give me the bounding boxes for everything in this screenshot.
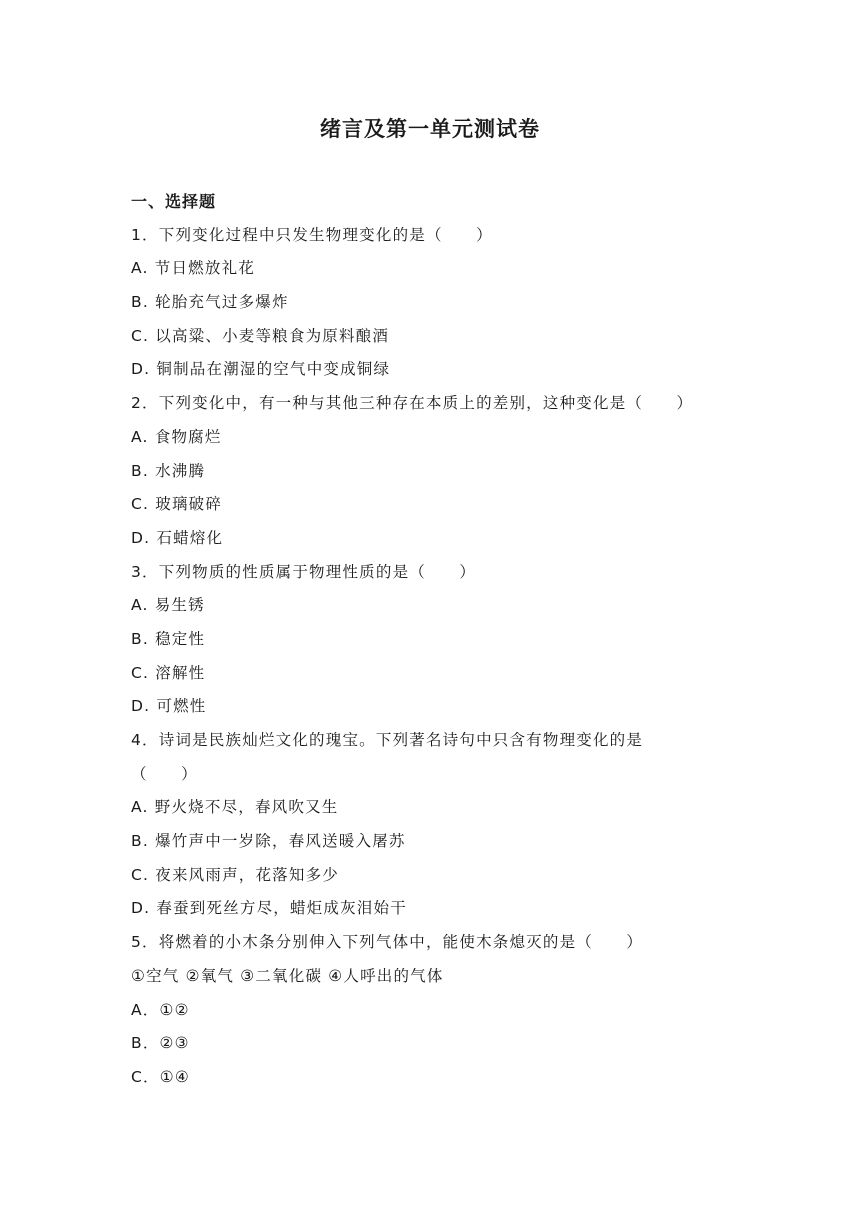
- question-4-option-c: C. 夜来风雨声，花落知多少: [131, 865, 339, 884]
- question-5-stem: 5．将燃着的小木条分别伸入下列气体中，能使木条熄灭的是（ ）: [131, 933, 644, 952]
- question-4-stem: 4．诗词是民族灿烂文化的瑰宝。下列著名诗句中只含有物理变化的是: [131, 731, 644, 749]
- question-1-stem: 1．下列变化过程中只发生物理变化的是（ ）: [131, 225, 493, 244]
- question-5-choices: ①空气 ②氧气 ③二氧化碳 ④人呼出的气体: [131, 966, 444, 985]
- question-3-option-b: B. 稳定性: [131, 629, 206, 648]
- question-1-option-c: C. 以高粱、小麦等粮食为原料酿酒: [131, 326, 390, 345]
- question-5-option-c: C．①④: [131, 1067, 190, 1086]
- question-5-option-a: A．①②: [131, 1000, 190, 1019]
- question-3-option-a: A. 易生锈: [131, 596, 205, 615]
- question-4-option-b: B. 爆竹声中一岁除，春风送暖入屠苏: [131, 832, 406, 851]
- page-title: 绪言及第一单元测试卷: [320, 117, 540, 141]
- question-2-option-d: D. 石蜡熔化: [131, 528, 224, 547]
- question-2-option-b: B. 水沸腾: [131, 461, 206, 480]
- question-3-option-d: D. 可燃性: [131, 697, 207, 716]
- question-4-option-a: A. 野火烧不尽，春风吹又生: [131, 798, 339, 817]
- question-list: [131, 185, 741, 1095]
- question-4-stem-continued: （ ）: [131, 764, 198, 783]
- question-1-option-d: D. 铜制品在潮湿的空气中变成铜绿: [131, 360, 391, 379]
- question-3-stem: 3．下列物质的性质属于物理性质的是（ ）: [131, 562, 477, 581]
- question-3-option-c: C. 溶解性: [131, 663, 206, 682]
- question-2-option-c: C. 玻璃破碎: [131, 495, 223, 514]
- question-4-option-d: D. 春蚕到死丝方尽，蜡炬成灰泪始干: [131, 899, 407, 918]
- question-1-option-b: B. 轮胎充气过多爆炸: [131, 293, 289, 312]
- section-heading: 一、选择题: [131, 192, 217, 211]
- question-5-option-b: B．②③: [131, 1034, 190, 1053]
- question-2-option-a: A. 食物腐烂: [131, 427, 222, 446]
- question-1-option-a: A. 节日燃放礼花: [131, 259, 255, 278]
- question-2-stem: 2．下列变化中，有一种与其他三种存在本质上的差别，这种变化是（ ）: [131, 394, 694, 413]
